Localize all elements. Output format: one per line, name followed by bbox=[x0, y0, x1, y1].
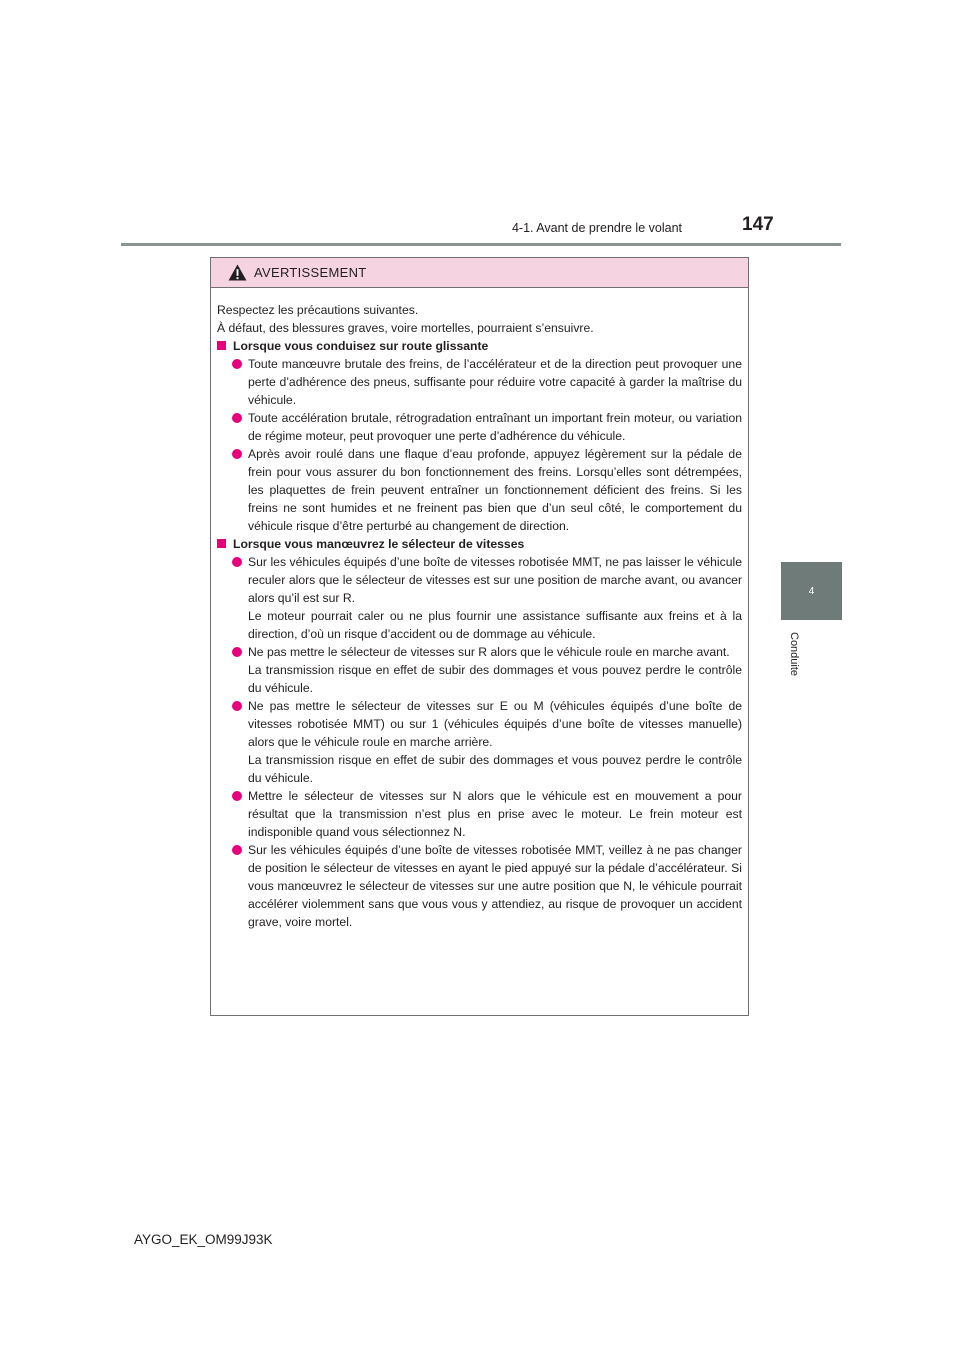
list-item bbox=[217, 697, 742, 787]
item-text: La transmission risque en effet de subir des dommages et vous pouvez perdre le contrôle du véhicule. bbox=[248, 663, 742, 695]
header-section-title: 4-1. Avant de prendre le volant bbox=[511, 221, 682, 235]
bullet-icon bbox=[232, 359, 242, 369]
page-number: 147 bbox=[742, 214, 774, 235]
item-text: Ne pas mettre le sélecteur de vitesses sur E ou M (véhicules équipés d’une boîte de vitesses robotisée MMT) ou sur 1 (véhicules équipés d’une boîte de vitesses manuelle) alors que le véhicule roule en marche arrière. bbox=[248, 699, 742, 749]
list-item bbox=[217, 409, 742, 445]
intro-line: Respectez les précautions suivantes. bbox=[217, 303, 419, 317]
item-text: Sur les véhicules équipés d’une boîte de vitesses robotisée MMT, veillez à ne pas changer de position le sélecteur de vitesses en ayant le pied appuyé sur la pédale d’accélérateur. Si vous manœuvrez le sélecteur de vitesses sur une autre position que N, le véhicule pourrait accélérer violemment sans que vous vous y attendiez, au risque de provoquer un accident grave, voire mortel. bbox=[248, 843, 742, 929]
bullet-icon bbox=[232, 701, 242, 711]
square-bullet-icon bbox=[217, 341, 226, 350]
bullet-icon bbox=[232, 557, 242, 567]
chapter-tab[interactable] bbox=[781, 562, 842, 620]
list-item bbox=[217, 553, 742, 643]
list-item bbox=[217, 643, 742, 697]
item-text: Sur les véhicules équipés d’une boîte de vitesses robotisée MMT, ne pas laisser le véhicule reculer alors que le sélecteur de vitesses est sur une position de marche avant, ou avancer alors qu’il est sur R. bbox=[248, 555, 742, 605]
warning-box bbox=[210, 257, 749, 1016]
warning-body bbox=[211, 288, 748, 931]
warning-triangle-icon bbox=[228, 264, 247, 281]
square-bullet-icon bbox=[217, 539, 226, 548]
section-title-slippery-road: Lorsque vous conduisez sur route glissante bbox=[217, 337, 742, 355]
item-text: Le moteur pourrait caler ou ne plus fournir une assistance suffisante aux freins et à la direction, d’où un risque d’accident ou de dommage au véhicule. bbox=[248, 609, 742, 641]
bullet-icon bbox=[232, 791, 242, 801]
list-item bbox=[217, 355, 742, 409]
header-rule bbox=[121, 243, 841, 246]
warning-title: AVERTISSEMENT bbox=[254, 265, 367, 280]
item-text: Mettre le sélecteur de vitesses sur N alors que le véhicule est en mouvement a pour résultat que la transmission n’est plus en prise avec le moteur. Le frein moteur est indisponible quand vous sélectionnez N. bbox=[248, 789, 742, 839]
list-item bbox=[217, 841, 742, 931]
bullet-icon bbox=[232, 449, 242, 459]
chapter-number: 4 bbox=[808, 585, 815, 597]
item-text: Ne pas mettre le sélecteur de vitesses sur R alors que le véhicule roule en marche avant. bbox=[248, 645, 730, 659]
section-title-gear-selector: Lorsque vous manœuvrez le sélecteur de vitesses bbox=[217, 535, 742, 553]
chapter-label: Conduite bbox=[788, 632, 800, 677]
bullet-icon bbox=[232, 845, 242, 855]
item-text: Après avoir roulé dans une flaque d’eau profonde, appuyez légèrement sur la pédale de frein pour vous assurer du bon fonctionnement des freins. Lorsqu’elles sont détrempées, les plaquettes de frein peuvent entraîner un fonctionnement déficient des freins. Si les freins ne sont humides et ne freinent pas bien que d’un seul côté, le comportement du véhicule risque d’être perturbé au changement de direction. bbox=[248, 447, 742, 533]
item-text: Toute manœuvre brutale des freins, de l’accélérateur et de la direction peut provoquer une perte d’adhérence des pneus, suffisante pour réduire votre capacité à garder la maîtrise du véhicule. bbox=[248, 357, 742, 407]
intro-line: À défaut, des blessures graves, voire mortelles, pourraient s’ensuivre. bbox=[217, 321, 594, 335]
bullet-icon bbox=[232, 647, 242, 657]
warning-intro bbox=[217, 301, 742, 337]
list-item bbox=[217, 787, 742, 841]
item-text: La transmission risque en effet de subir des dommages et vous pouvez perdre le contrôle du véhicule. bbox=[248, 753, 742, 785]
bullet-icon bbox=[232, 413, 242, 423]
item-text: Toute accélération brutale, rétrogradation entraînant un important frein moteur, ou variation de régime moteur, peut provoquer une perte d’adhérence du véhicule. bbox=[248, 411, 742, 443]
warning-header bbox=[211, 258, 748, 288]
document-code: AYGO_EK_OM99J93K bbox=[134, 1232, 273, 1247]
list-item bbox=[217, 445, 742, 535]
